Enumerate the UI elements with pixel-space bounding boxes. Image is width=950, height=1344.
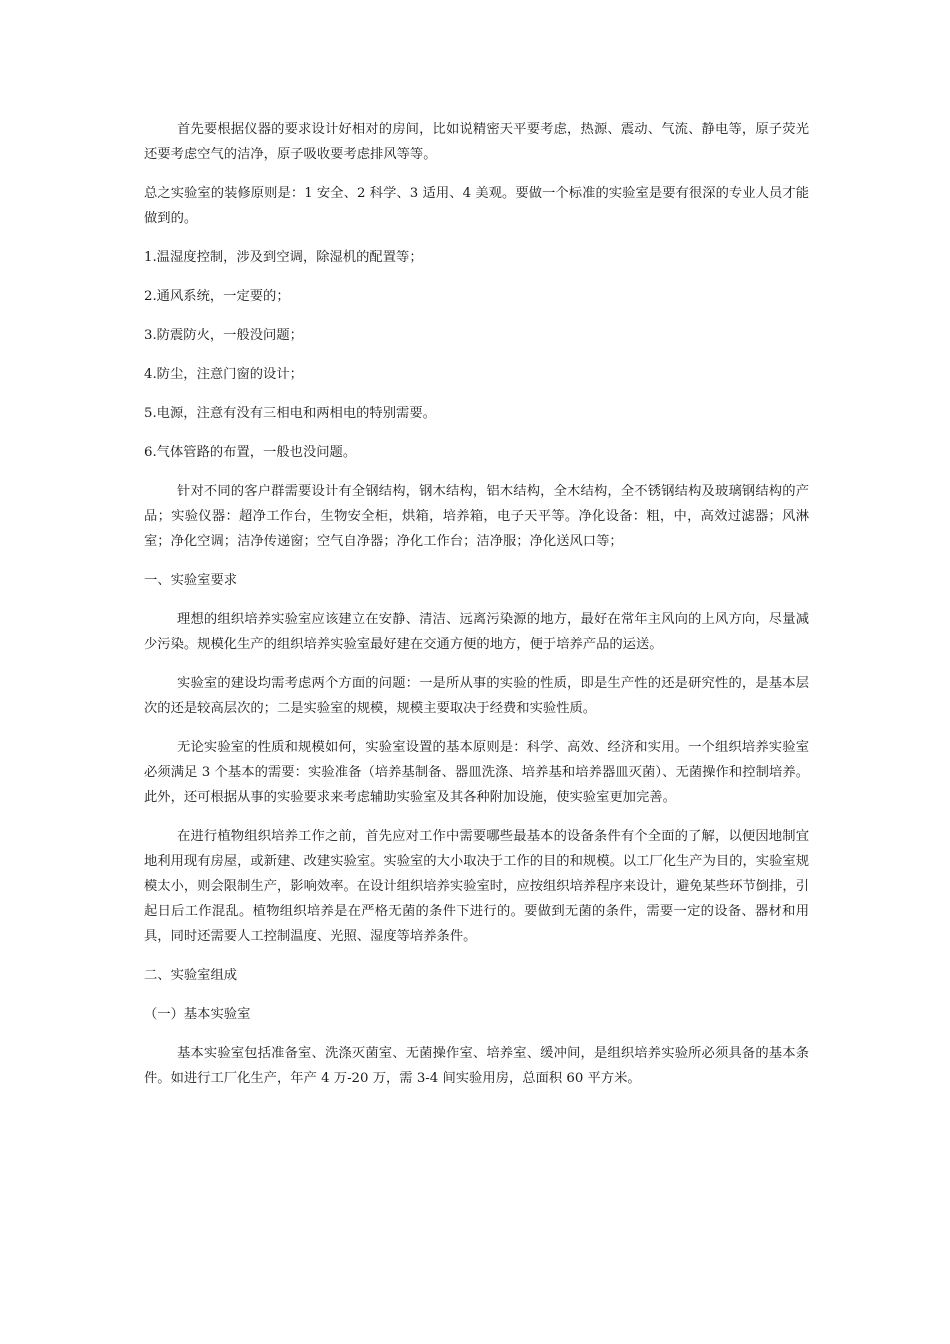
- list-item-temperature: 1.温湿度控制，涉及到空调，除湿机的配置等；: [144, 250, 423, 265]
- section-heading-requirements: 一、实验室要求: [144, 573, 238, 588]
- paragraph-basic-principles: 无论实验室的性质和规模如何，实验室设置的基本原则是：科学、高效、经济和实用。一个组织培养实验室必须满足 3 个基本的需要：实验准备（培养基制备、器皿洗涤、培养基和培养器皿灭菌）、无菌操作和控制培养。此外，还可根据从事的实验要求来考虑辅助实验室及其各种附加设施，使实验室更加完善。: [144, 740, 809, 805]
- section-heading-composition: 二、实验室组成: [144, 968, 238, 983]
- paragraph-principles: 总之实验室的装修原则是：1 安全、2 科学、3 适用、4 美观。要做一个标准的实验室是要有很深的专业人员才能做到的。: [144, 186, 809, 226]
- paragraph-preparation: 在进行植物组织培养工作之前，首先应对工作中需要哪些最基本的设备条件有个全面的了解，以便因地制宜地利用现有房屋，或新建、改建实验室。实验室的大小取决于工作的目的和规模。以工厂化生产为目的，实验室规模太小，则会限制生产，影响效率。在设计组织培养实验室时，应按组织培养程序来设计，避免某些环节倒排，引起日后工作混乱。植物组织培养是在严格无菌的条件下进行的。要做到无菌的条件，需要一定的设备、器材和用具，同时还需要人工控制温度、光照、湿度等培养条件。: [144, 829, 809, 944]
- list-item-fireproof: 3.防震防火，一般没问题；: [144, 328, 303, 343]
- document-body: [144, 117, 809, 1091]
- list-item-gas-pipes: 6.气体管路的布置，一般也没问题。: [144, 445, 357, 460]
- list-item-dustproof: 4.防尘，注意门窗的设计；: [144, 367, 303, 382]
- paragraph-location: 理想的组织培养实验室应该建立在安静、清洁、远离污染源的地方，最好在常年主风向的上风方向，尽量减少污染。规模化生产的组织培养实验室最好建在交通方便的地方，便于培养产品的运送。: [144, 612, 809, 652]
- paragraph-basic-lab: 基本实验室包括准备室、洗涤灭菌室、无菌操作室、培养室、缓冲间，是组织培养实验所必须具备的基本条件。如进行工厂化生产，年产 4 万-20 万，需 3-4 间实验用房，总面积 60 平方米。: [144, 1046, 809, 1086]
- paragraph-intro: 首先要根据仪器的要求设计好相对的房间，比如说精密天平要考虑，热源、震动、气流、静电等，原子荧光还要考虑空气的洁净，原子吸收要考虑排风等等。: [144, 122, 809, 162]
- list-item-ventilation: 2.通风系统，一定要的；: [144, 289, 290, 304]
- paragraph-considerations: 实验室的建设均需考虑两个方面的问题：一是所从事的实验的性质，即是生产性的还是研究性的，是基本层次的还是较高层次的；二是实验室的规模，规模主要取决于经费和实验性质。: [144, 676, 809, 716]
- paragraph-products: 针对不同的客户群需要设计有全钢结构，钢木结构，铝木结构，全木结构，全不锈钢结构及玻璃钢结构的产品；实验仪器：超净工作台，生物安全柜，烘箱，培养箱，电子天平等。净化设备：粗，中，高效过滤器；风淋室；净化空调；洁净传递窗；空气自净器；净化工作台；洁净服；净化送风口等；: [144, 484, 809, 549]
- list-item-power: 5.电源，注意有没有三相电和两相电的特别需要。: [144, 406, 436, 421]
- subsection-heading-basic-lab: （一）基本实验室: [144, 1007, 251, 1022]
